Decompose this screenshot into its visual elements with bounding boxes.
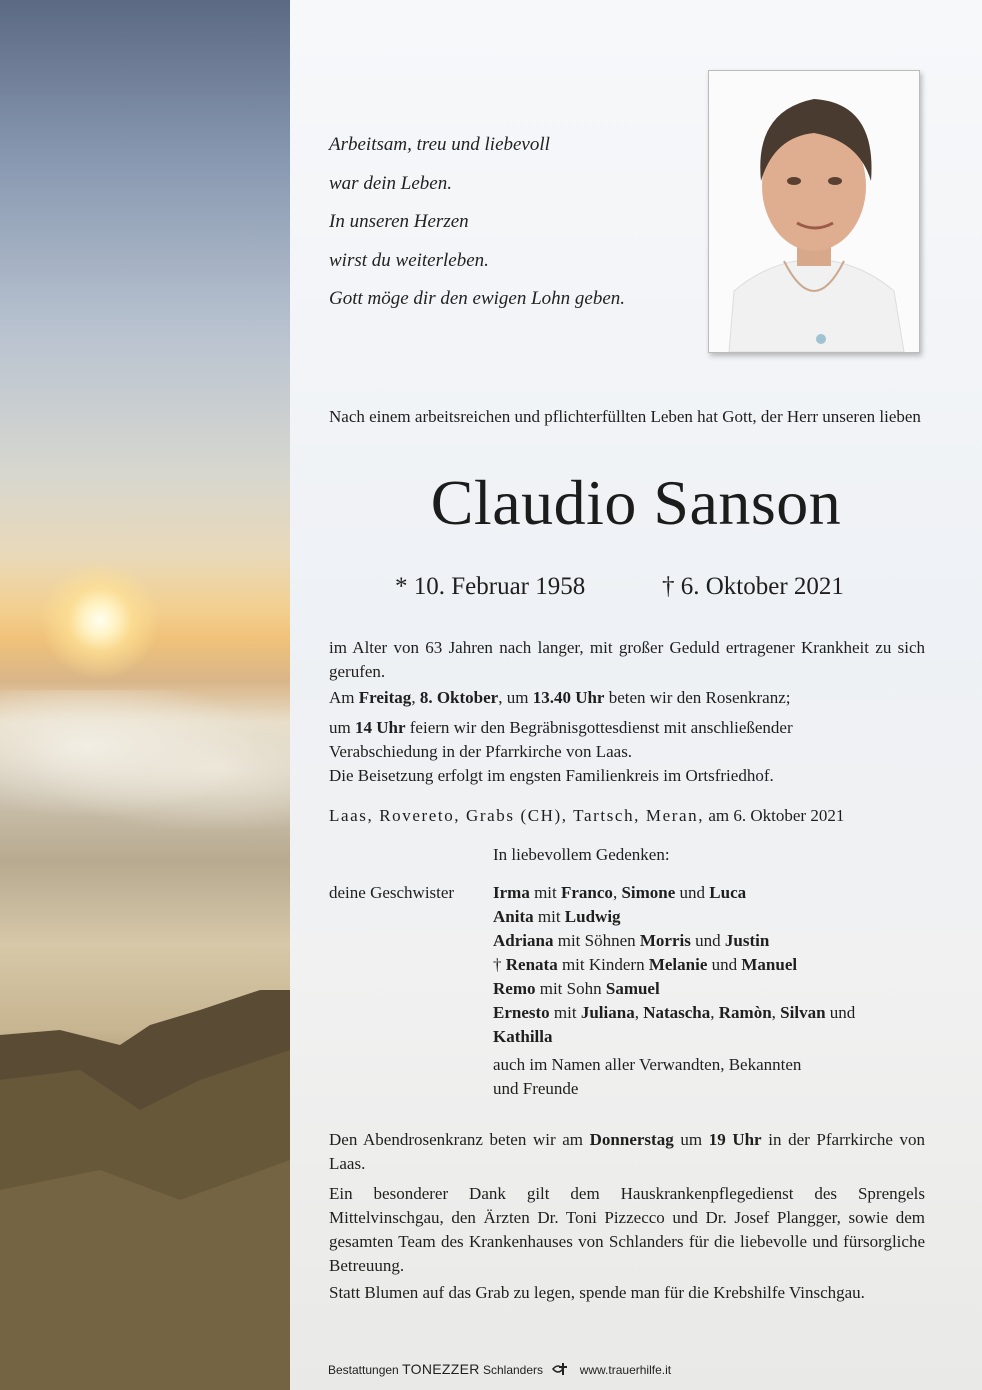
funeral-text-2: Verabschiedung in der Pfarrkirche von Laas. xyxy=(329,742,633,761)
n: Justin xyxy=(724,931,770,950)
t: , xyxy=(710,1003,719,1022)
brand-name: TONEZZER xyxy=(402,1361,480,1377)
n: Luca xyxy=(709,883,747,902)
trauerhilfe-logo-icon xyxy=(550,1362,572,1376)
t: , xyxy=(612,883,622,902)
evening-day: Donnerstag xyxy=(589,1130,674,1149)
deceased-name: Claudio Sanson xyxy=(430,467,842,538)
n: Irma xyxy=(493,883,530,902)
place-date xyxy=(329,806,844,826)
cloud-layer xyxy=(0,690,290,830)
n: Natascha xyxy=(643,1003,711,1022)
t: mit Sohn xyxy=(535,979,606,998)
text: , um xyxy=(498,688,533,707)
t: mit Kindern xyxy=(557,955,649,974)
evening-rosary-text xyxy=(329,1128,925,1176)
n: Ernesto xyxy=(493,1003,550,1022)
poem xyxy=(329,126,625,319)
t: Bestattungen xyxy=(328,1363,403,1377)
evening-time: 19 Uhr xyxy=(708,1130,762,1149)
n: Ludwig xyxy=(564,907,621,926)
text: um xyxy=(329,718,355,737)
burial-text: Die Beisetzung erfolgt im engsten Familienkreis im Ortsfriedhof. xyxy=(329,766,774,785)
sun xyxy=(40,560,160,680)
notice-date: am 6. Oktober 2021 xyxy=(704,806,845,825)
portrait-photo xyxy=(708,70,920,353)
poem-line: Arbeitsam, treu und liebevoll xyxy=(329,134,550,155)
n: Anita xyxy=(493,907,534,926)
t: mit xyxy=(549,1003,581,1022)
closing-line: auch im Namen aller Verwandten, Bekannten xyxy=(493,1055,802,1074)
n: Renata xyxy=(505,955,558,974)
poem-line: In unseren Herzen xyxy=(329,211,469,232)
n: Adriana xyxy=(493,931,554,950)
sibling-line xyxy=(493,905,925,929)
rosary-date: 8. Oktober xyxy=(419,688,499,707)
t: mit xyxy=(529,883,561,902)
t: Den Abendrosenkranz beten wir am xyxy=(329,1130,590,1149)
cross: † xyxy=(493,955,506,974)
funeral-text xyxy=(329,716,793,740)
notice-content xyxy=(290,0,982,1390)
thanks-text: Ein besonderer Dank gilt dem Hauskrankenpflegedienst des Sprengels Mittelvinschgau, den Ärzten Dr. Toni Pizzecco und Dr. Josef Plangger, sowie dem gesamten Team des Krankenhauses von Schlanders für die liebevolle und fürsorgliche Betreuung. xyxy=(329,1184,925,1275)
t: Schlanders xyxy=(479,1363,544,1377)
t: , xyxy=(634,1003,644,1022)
sibling-line xyxy=(493,977,925,1001)
funeral-time: 14 Uhr xyxy=(354,718,406,737)
mountain-silhouette xyxy=(0,990,290,1390)
website-url: www.trauerhilfe.it xyxy=(579,1363,672,1377)
n: Silvan xyxy=(780,1003,826,1022)
rosary-day: Freitag xyxy=(358,688,412,707)
age-text: im Alter von 63 Jahren nach langer, mit großer Geduld ertragener Krankheit zu sich gerufen. xyxy=(329,638,925,681)
poem-line: wirst du weiterleben. xyxy=(329,249,489,271)
siblings-list xyxy=(493,881,925,1049)
sibling-line xyxy=(493,953,925,977)
rosary-text xyxy=(329,686,790,710)
text: Am xyxy=(329,688,359,707)
n: Juliana xyxy=(580,1003,635,1022)
poem-line: Gott möge dir den ewigen Lohn geben. xyxy=(329,288,626,309)
closing-line: und Freunde xyxy=(493,1079,579,1098)
sibling-line xyxy=(493,881,925,905)
intro-text: Nach einem arbeitsreichen und pflichterfüllten Leben hat Gott, der Herr unseren lieben xyxy=(329,407,921,426)
t: und xyxy=(690,931,725,950)
text: beten wir den Rosenkranz; xyxy=(604,688,791,707)
closing-text xyxy=(493,1053,801,1101)
sunset-landscape-image xyxy=(0,0,290,1390)
n: Remo xyxy=(493,979,536,998)
n: Melanie xyxy=(648,955,708,974)
memory-heading: In liebevollem Gedenken: xyxy=(493,845,670,864)
n: Morris xyxy=(639,931,691,950)
n: Kathilla xyxy=(493,1027,553,1046)
text: feiern wir den Begräbnisgottesdienst mit anschließender xyxy=(405,718,793,737)
sibling-line xyxy=(493,1001,925,1025)
poem-line: war dein Leben. xyxy=(329,172,452,194)
n: Manuel xyxy=(741,955,798,974)
n: Franco xyxy=(561,883,613,902)
birth-date: * 10. Februar 1958 xyxy=(395,573,586,600)
text: , xyxy=(411,688,420,707)
siblings-label: deine Geschwister xyxy=(329,883,455,902)
t: und xyxy=(675,883,710,902)
places: Laas, Rovereto, Grabs (CH), Tartsch, Meran, xyxy=(329,806,705,825)
t: und xyxy=(825,1003,856,1022)
t: mit xyxy=(533,907,565,926)
n: Ramòn xyxy=(718,1003,772,1022)
t: und xyxy=(707,955,742,974)
rosary-time: 13.40 Uhr xyxy=(532,688,605,707)
t: um xyxy=(673,1130,709,1149)
sibling-line xyxy=(493,929,925,953)
sibling-line xyxy=(493,1025,925,1049)
t: , xyxy=(771,1003,781,1022)
flowers-text: Statt Blumen auf das Grab zu legen, spende man für die Krebshilfe Vinschgau. xyxy=(329,1283,865,1302)
t: mit Söhnen xyxy=(553,931,640,950)
n: Simone xyxy=(621,883,676,902)
n: Samuel xyxy=(605,979,660,998)
portrait-illustration xyxy=(709,71,919,352)
death-date: † 6. Oktober 2021 xyxy=(662,573,844,600)
t: in der Pfarrkirche von Laas. xyxy=(329,1130,925,1173)
footer xyxy=(328,1361,671,1377)
